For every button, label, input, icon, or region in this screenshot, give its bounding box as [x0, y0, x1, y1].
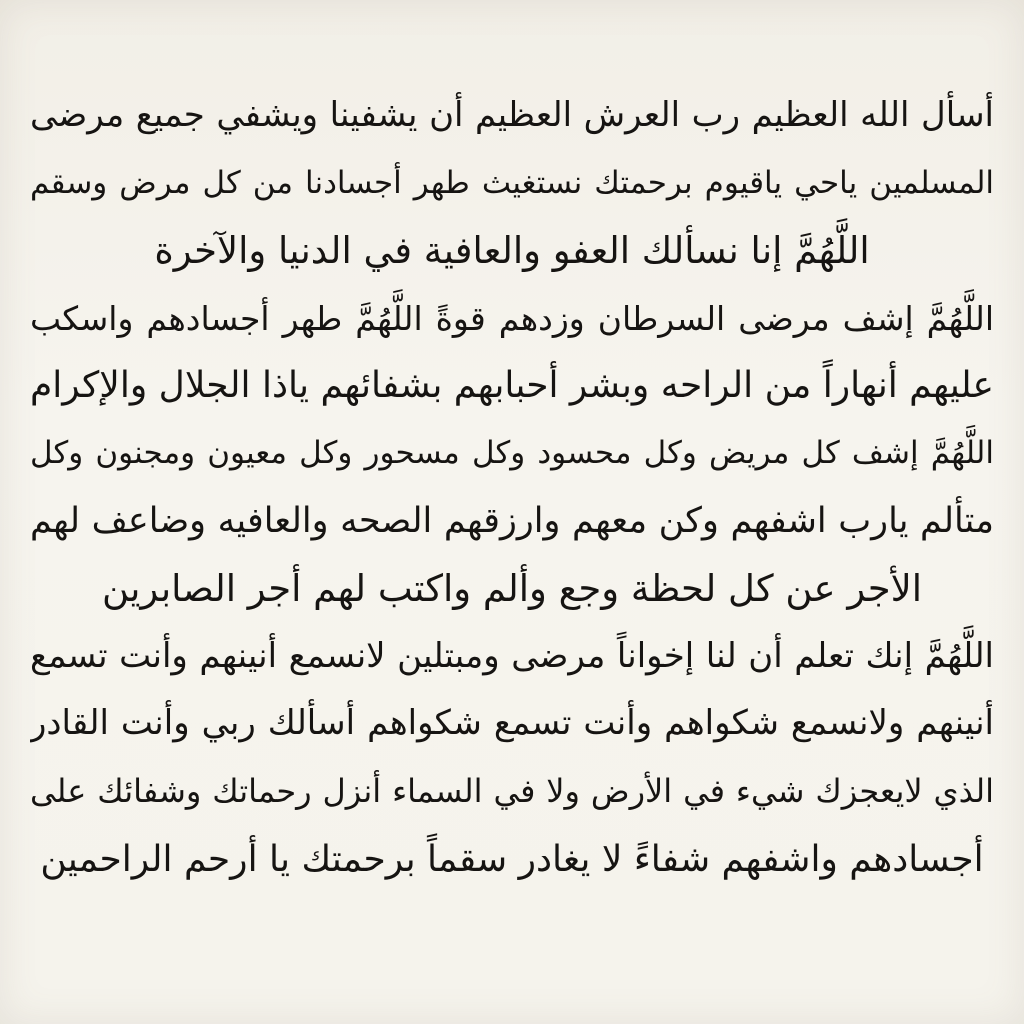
text-line: الذي لايعجزك شيء في الأرض ولا في السماء أنزل رحماتك وشفائك على — [30, 771, 994, 810]
text-line: اللَّهُمَّ إشف كل مريض وكل محسود وكل مسحور وكل معيون ومجنون وكل — [30, 434, 994, 471]
text-line: المسلمين ياحي ياقيوم برحمتك نستغيث طهر أجسادنا من كل مرض وسقم — [30, 164, 994, 201]
text-line: متألم يارب اشفهم وكن معهم وارزقهم الصحه والعافيه وضاعف لهم — [30, 500, 994, 541]
text-line: أجسادهم واشفهم شفاءً لا يغادر سقماً برحمتك يا أرحم الراحمين — [40, 838, 984, 880]
text-line: الأجر عن كل لحظة وجع وألم واكتب لهم أجر الصابرين — [101, 567, 923, 611]
text-line: اللَّهُمَّ إنا نسألك العفو والعافية في الدنيا والآخرة — [154, 229, 870, 273]
text-line: أسأل الله العظيم رب العرش العظيم أن يشفينا ويشفي جميع مرضى — [30, 95, 994, 135]
text-line: عليهم أنهاراً من الراحه وبشر أحبابهم بشفائهم ياذا الجلال والإكرام — [30, 365, 994, 407]
prayer-text-block — [30, 82, 994, 893]
text-line: اللَّهُمَّ إنك تعلم أن لنا إخواناً مرضى ومبتلين لانسمع أنينهم وأنت تسمع — [30, 635, 994, 676]
text-line: أنينهم ولانسمع شكواهم وأنت تسمع شكواهم أسألك ربي وأنت القادر — [30, 703, 994, 744]
text-line: اللَّهُمَّ إشف مرضى السرطان وزدهم قوةً اللَّهُمَّ طهر أجسادهم واسكب — [30, 298, 994, 338]
